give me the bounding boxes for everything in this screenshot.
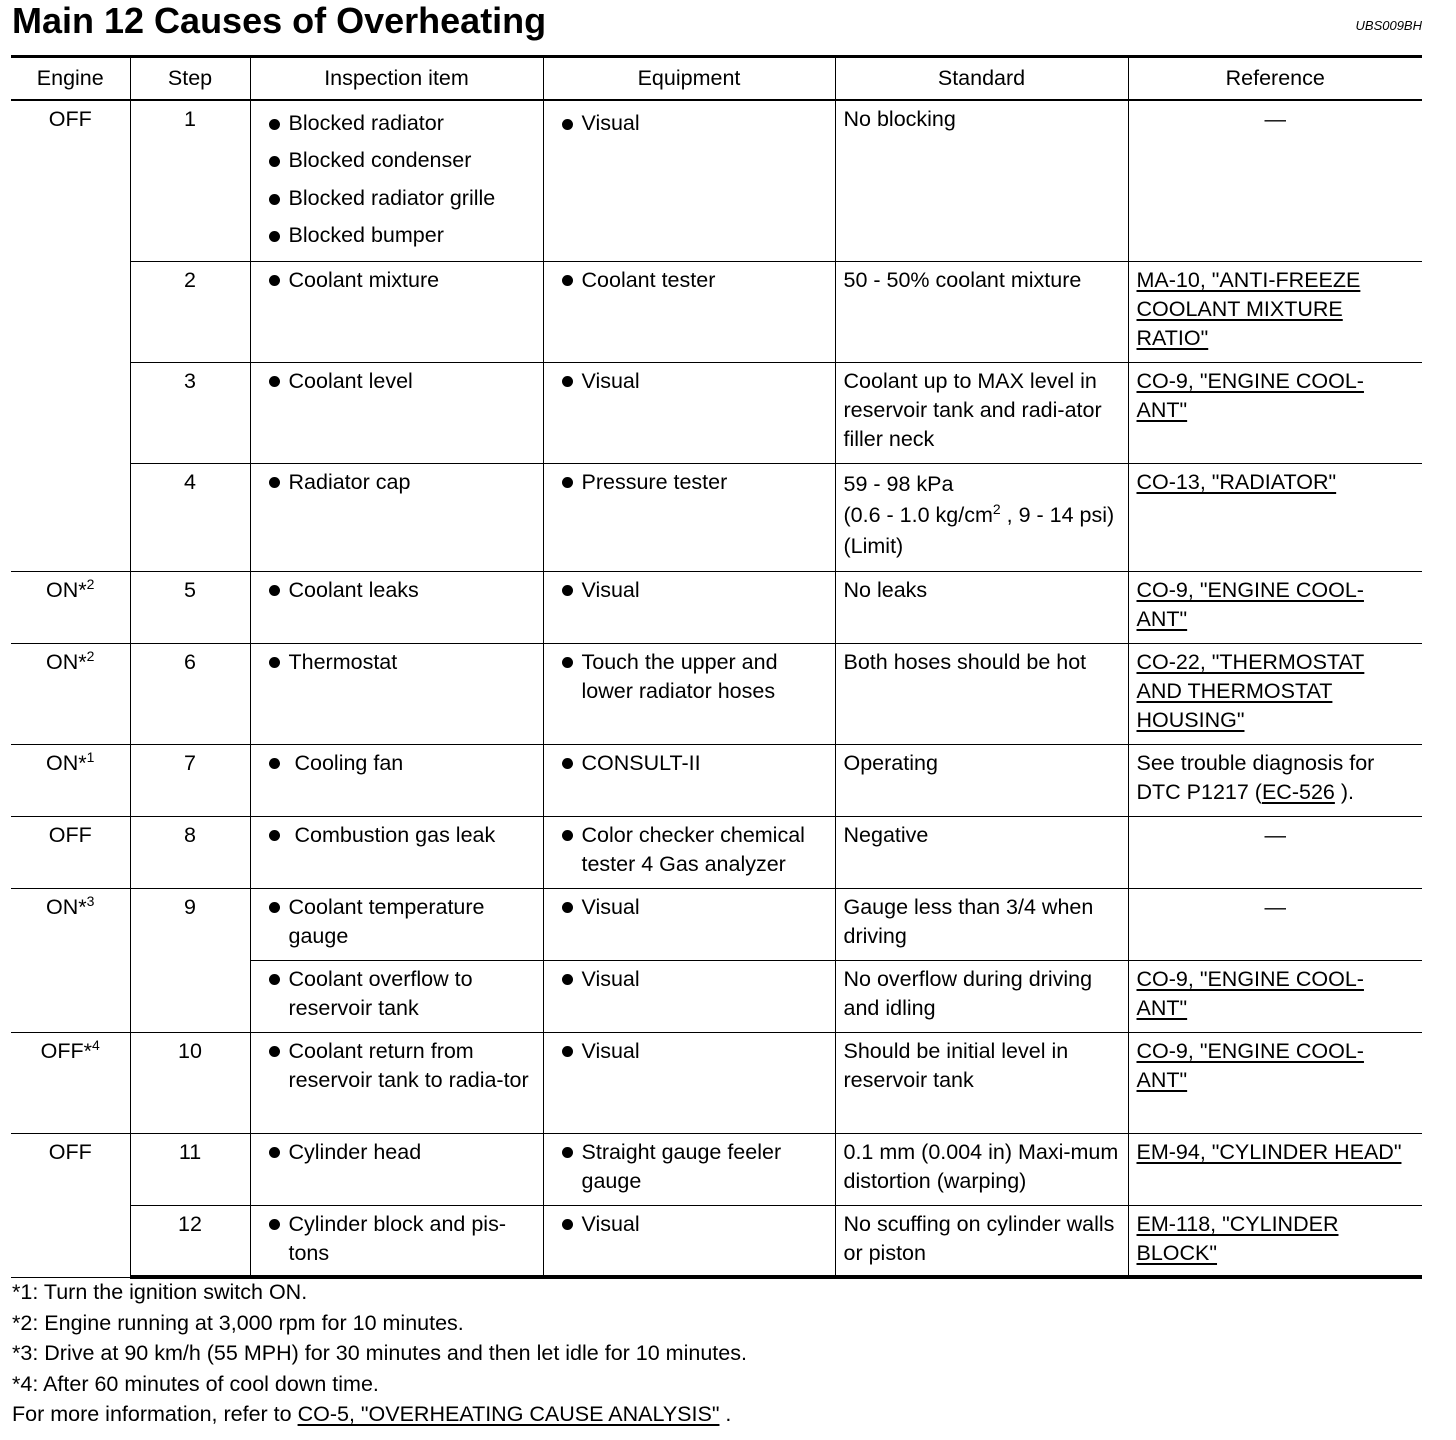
header-equipment: Equipment [543, 57, 835, 100]
inspection-item [250, 100, 543, 262]
equipment [543, 463, 835, 571]
standard [835, 463, 1128, 571]
header-step: Step [130, 57, 250, 100]
inspection-item [250, 261, 543, 362]
list-item: Visual [552, 576, 827, 605]
standard: Coolant up to MAX level in reservoir tank and radi-ator filler neck [835, 362, 1128, 463]
list-item: Pressure tester [552, 468, 827, 497]
reference [1128, 643, 1422, 744]
reference: — [1128, 888, 1422, 960]
list-item: Visual [552, 965, 827, 994]
list-item: Coolant mixture [259, 266, 535, 295]
table-header-row [11, 57, 1422, 100]
list-item: Blocked bumper [259, 217, 535, 255]
inspection-item [250, 888, 543, 960]
list-item: Blocked condenser [259, 142, 535, 180]
list-item: Straight gauge feeler gauge [552, 1138, 827, 1196]
reference [1128, 362, 1422, 463]
step-number: 5 [130, 571, 250, 643]
list-item: Coolant overflow to reservoir tank [259, 965, 535, 1023]
standard: No blocking [835, 100, 1128, 262]
inspection-item [250, 744, 543, 816]
equipment [543, 960, 835, 1032]
equipment [543, 261, 835, 362]
inspection-item [250, 643, 543, 744]
document-code: UBS009BH [1355, 18, 1422, 33]
list-item: Coolant tester [552, 266, 827, 295]
step-number: 11 [130, 1133, 250, 1205]
reference [1128, 1133, 1422, 1205]
table-row [11, 261, 1422, 362]
engine-state: ON*$^3$ [11, 888, 130, 1032]
table-row [11, 571, 1422, 643]
equipment [543, 1205, 835, 1277]
list-item: Visual [552, 1037, 827, 1066]
equipment [543, 571, 835, 643]
reference [1128, 1032, 1422, 1133]
step-number: 12 [130, 1205, 250, 1277]
inspection-item [250, 1032, 543, 1133]
list-item: Combustion gas leak [259, 821, 535, 850]
standard-line: 59 - 98 kPa [843, 471, 954, 496]
list-item: Radiator cap [259, 468, 535, 497]
reference-link[interactable]: CO-9, "ENGINE COOL-ANT" [1136, 577, 1364, 631]
equipment [543, 744, 835, 816]
table-row [11, 1133, 1422, 1205]
inspection-item [250, 571, 543, 643]
header-standard: Standard [835, 57, 1128, 100]
standard: Negative [835, 816, 1128, 888]
standard: Both hoses should be hot [835, 643, 1128, 744]
step-number: 8 [130, 816, 250, 888]
inspection-item [250, 1205, 543, 1277]
reference-link[interactable]: CO-22, "THERMOSTAT AND THERMOSTAT HOUSING" [1136, 649, 1365, 732]
more-info-link[interactable]: CO-5, "OVERHEATING CAUSE ANALYSIS" [297, 1402, 720, 1426]
step-number: 9 [130, 888, 250, 1032]
engine-state: ON*$^1$ [11, 744, 130, 816]
list-item: Blocked radiator [259, 105, 535, 143]
page-title: Main 12 Causes of Overheating [12, 0, 547, 41]
list-item: CONSULT-II [552, 749, 827, 778]
table-row [11, 100, 1422, 262]
table-row [11, 643, 1422, 744]
inspection-item [250, 463, 543, 571]
reference [1128, 960, 1422, 1032]
standard-line: (0.6 - 1.0 $kg/cm^2$ , 9 - 14 psi) (Limit) [843, 500, 1115, 558]
list-item: Cooling fan [259, 749, 535, 778]
list-item: Visual [552, 1210, 827, 1239]
list-item: Cylinder head [259, 1138, 535, 1167]
table-row [11, 1205, 1422, 1277]
standard: 50 - 50% coolant mixture [835, 261, 1128, 362]
reference [1128, 261, 1422, 362]
reference-link[interactable]: EM-94, "CYLINDER HEAD" [1136, 1139, 1402, 1164]
standard: Should be initial level in reservoir tank [835, 1032, 1128, 1133]
standard: No scuffing on cylinder walls or piston [835, 1205, 1128, 1277]
equipment [543, 1032, 835, 1133]
list-item: Visual [552, 367, 827, 396]
equipment [543, 643, 835, 744]
engine-state: OFF [11, 816, 130, 888]
reference-link[interactable]: EM-118, "CYLINDER BLOCK" [1136, 1211, 1339, 1265]
list-item: Touch the upper and lower radiator hoses [552, 648, 827, 706]
reference: See trouble diagnosis for DTC P1217 (EC-526 ). [1128, 744, 1422, 816]
reference [1128, 1205, 1422, 1277]
table-row [11, 362, 1422, 463]
list-item: Visual [552, 105, 827, 143]
list-item: Coolant temperature gauge [259, 893, 535, 951]
footnotes [12, 1277, 747, 1430]
reference-link[interactable]: MA-10, "ANTI-FREEZE COOLANT MIXTURE RATIO" [1136, 267, 1361, 350]
reference [1128, 571, 1422, 643]
inspection-item [250, 960, 543, 1032]
header-inspection-item: Inspection item [250, 57, 543, 100]
list-item: Color checker chemical tester 4 Gas analyzer [552, 821, 827, 879]
equipment [543, 362, 835, 463]
header-reference: Reference [1128, 57, 1422, 100]
step-number: 6 [130, 643, 250, 744]
list-item: Visual [552, 893, 827, 922]
table-row [11, 463, 1422, 571]
step-number: 10 [130, 1032, 250, 1133]
engine-state: ON*$^2$ [11, 571, 130, 643]
inspection-item [250, 362, 543, 463]
table-row [11, 888, 1422, 960]
reference-link[interactable]: CO-9, "ENGINE COOL-ANT" [1136, 368, 1364, 422]
table-row [11, 816, 1422, 888]
engine-state: ON*$^2$ [11, 643, 130, 744]
footnote: *3: Drive at 90 km/h (55 MPH) for 30 minutes and then let idle for 10 minutes. [12, 1341, 747, 1365]
header-engine: Engine [11, 57, 130, 100]
table-row [11, 744, 1422, 816]
more-info-line: For more information, refer to CO-5, "OVERHEATING CAUSE ANALYSIS" . [12, 1402, 732, 1426]
list-item: Thermostat [259, 648, 535, 677]
inspection-item [250, 816, 543, 888]
step-number: 1 [130, 100, 250, 262]
footnote: *4: After 60 minutes of cool down time. [12, 1371, 379, 1396]
equipment [543, 1133, 835, 1205]
engine-state: OFF [11, 1133, 130, 1277]
equipment [543, 816, 835, 888]
footnote: *2: Engine running at 3,000 rpm for 10 minutes. [12, 1310, 464, 1335]
step-number: 7 [130, 744, 250, 816]
engine-state: OFF [11, 100, 130, 572]
standard: 0.1 mm (0.004 in) Maxi-mum distortion (warping) [835, 1133, 1128, 1205]
inspection-item [250, 1133, 543, 1205]
reference: — [1128, 816, 1422, 888]
table-row [11, 1032, 1422, 1133]
standard: Gauge less than 3/4 when driving [835, 888, 1128, 960]
reference-link[interactable]: EC-526 [1261, 779, 1335, 804]
list-item: Coolant level [259, 367, 535, 396]
overheating-causes-table [11, 55, 1422, 1279]
standard: No overflow during driving and idling [835, 960, 1128, 1032]
equipment [543, 888, 835, 960]
reference-link[interactable]: CO-9, "ENGINE COOL-ANT" [1136, 966, 1364, 1020]
reference-link[interactable]: CO-9, "ENGINE COOL-ANT" [1136, 1038, 1364, 1092]
list-item: Coolant return from reservoir tank to radia-tor [259, 1037, 535, 1095]
standard: Operating [835, 744, 1128, 816]
footnote: *1: Turn the ignition switch ON. [12, 1280, 308, 1304]
reference-link[interactable]: CO-13, "RADIATOR" [1136, 469, 1337, 494]
equipment [543, 100, 835, 262]
reference: — [1128, 100, 1422, 262]
step-number: 4 [130, 463, 250, 571]
list-item: Blocked radiator grille [259, 180, 535, 218]
reference [1128, 463, 1422, 571]
standard: No leaks [835, 571, 1128, 643]
list-item: Cylinder block and pis-tons [259, 1210, 535, 1268]
step-number: 2 [130, 261, 250, 362]
step-number: 3 [130, 362, 250, 463]
list-item: Coolant leaks [259, 576, 535, 605]
engine-state: OFF*$^4$ [11, 1032, 130, 1133]
